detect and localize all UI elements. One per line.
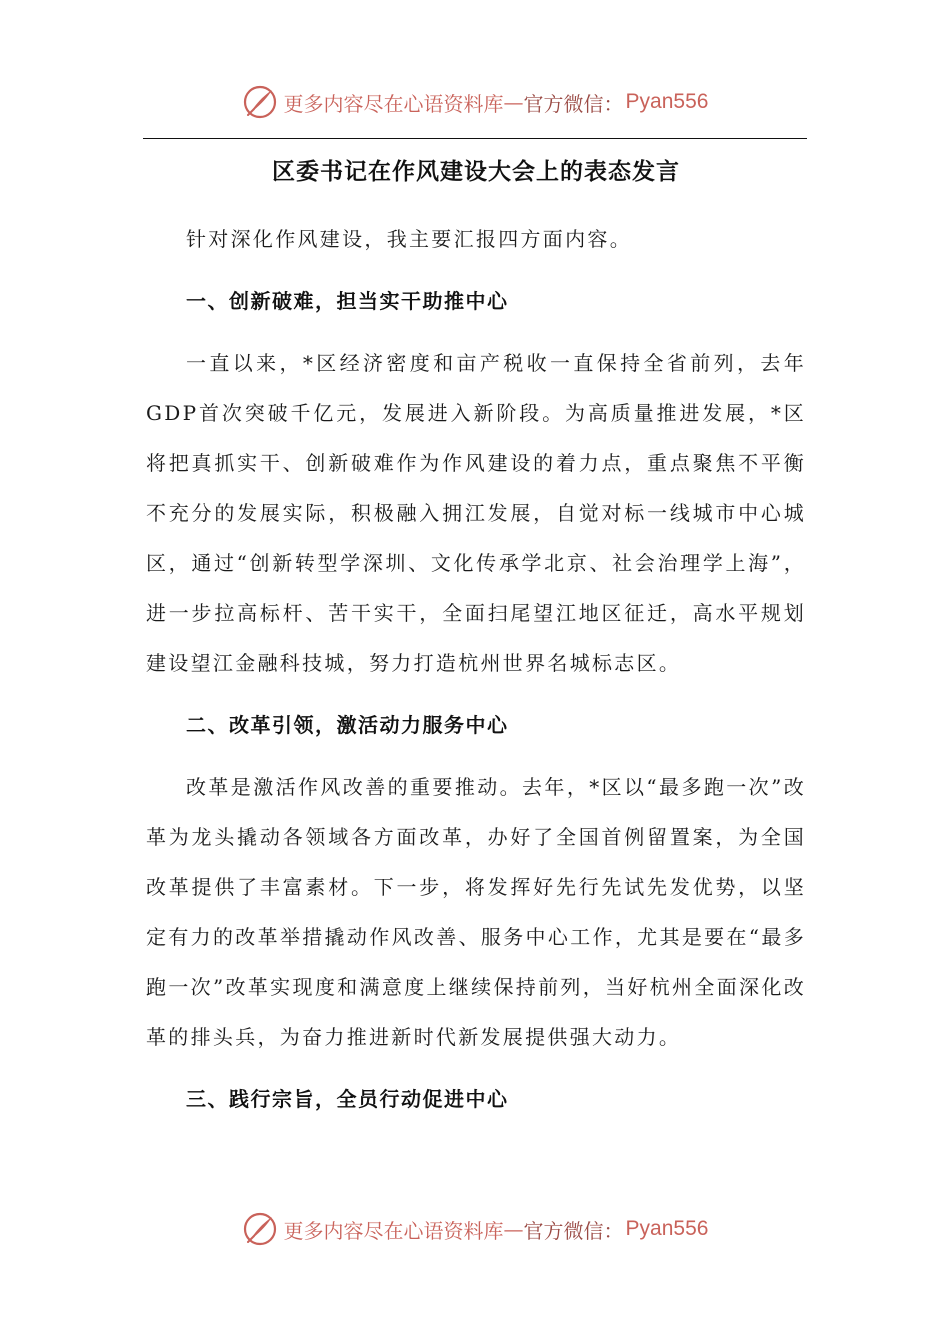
banner-brand-text: 更多内容尽在心语资料库	[283, 91, 504, 116]
spacer	[146, 326, 806, 338]
section-body-1: 一直以来，*区经济密度和亩产税收一直保持全省前列，去年GDP首次突破千亿元，发展进入新阶段。为高质量推进发展，*区将把真抓实干、创新破难作为作风建设的着力点，重点聚焦不平衡不充分的发展实际，积极融入拥江发展，自觉对标一线城市中心城区，通过“创新转型学深圳、文化传承学北京、社会治理学上海”，进一步拉高标杆、苦干实干，全面扫尾望江地区征迁，高水平规划建设望江金融科技城，努力打造杭州世界名城标志区。	[146, 351, 806, 675]
spacer	[146, 688, 806, 700]
footer-banner	[0, 1207, 950, 1251]
section-heading-2: 二、改革引领，激活动力服务中心	[186, 713, 509, 737]
banner-dash: —	[503, 90, 524, 114]
section-body-2: 改革是激活作风改善的重要推动。去年，*区以“最多跑一次”改革为龙头撬动各领域各方面改革，办好了全国首例留置案，为全国改革提供了丰富素材。下一步，将发挥好先行先试先发优势，以坚定有力的改革举措撬动作风改善、服务中心工作，尤其是要在“最多跑一次”改革实现度和满意度上继续保持前列，当好杭州全面深化改革的排头兵，为奋力推进新时代新发展提供强大动力。	[146, 775, 806, 1049]
spacer	[146, 750, 806, 762]
spacer	[146, 264, 806, 276]
quill-pen-logo-icon	[242, 84, 278, 120]
quill-pen-logo-icon	[242, 1211, 278, 1247]
footer-dash: —	[503, 1217, 524, 1241]
footer-brand-text: 更多内容尽在心语资料库	[283, 1218, 504, 1243]
footer-account: Pyan556	[625, 1217, 709, 1240]
section-heading-1: 一、创新破难，担当实干助推中心	[186, 289, 509, 313]
page-title: 区委书记在作风建设大会上的表态发言	[272, 159, 680, 185]
header-banner	[0, 80, 950, 124]
header-divider	[143, 138, 807, 139]
banner-wechat-label: 官方微信：	[523, 91, 624, 116]
banner-account: Pyan556	[625, 90, 709, 113]
section-heading-3: 三、践行宗旨，全员行动促进中心	[186, 1087, 509, 1111]
document-body	[146, 150, 806, 1124]
footer-wechat-label: 官方微信：	[523, 1218, 624, 1243]
intro-paragraph: 针对深化作风建设，我主要汇报四方面内容。	[186, 227, 632, 251]
spacer	[146, 1062, 806, 1074]
